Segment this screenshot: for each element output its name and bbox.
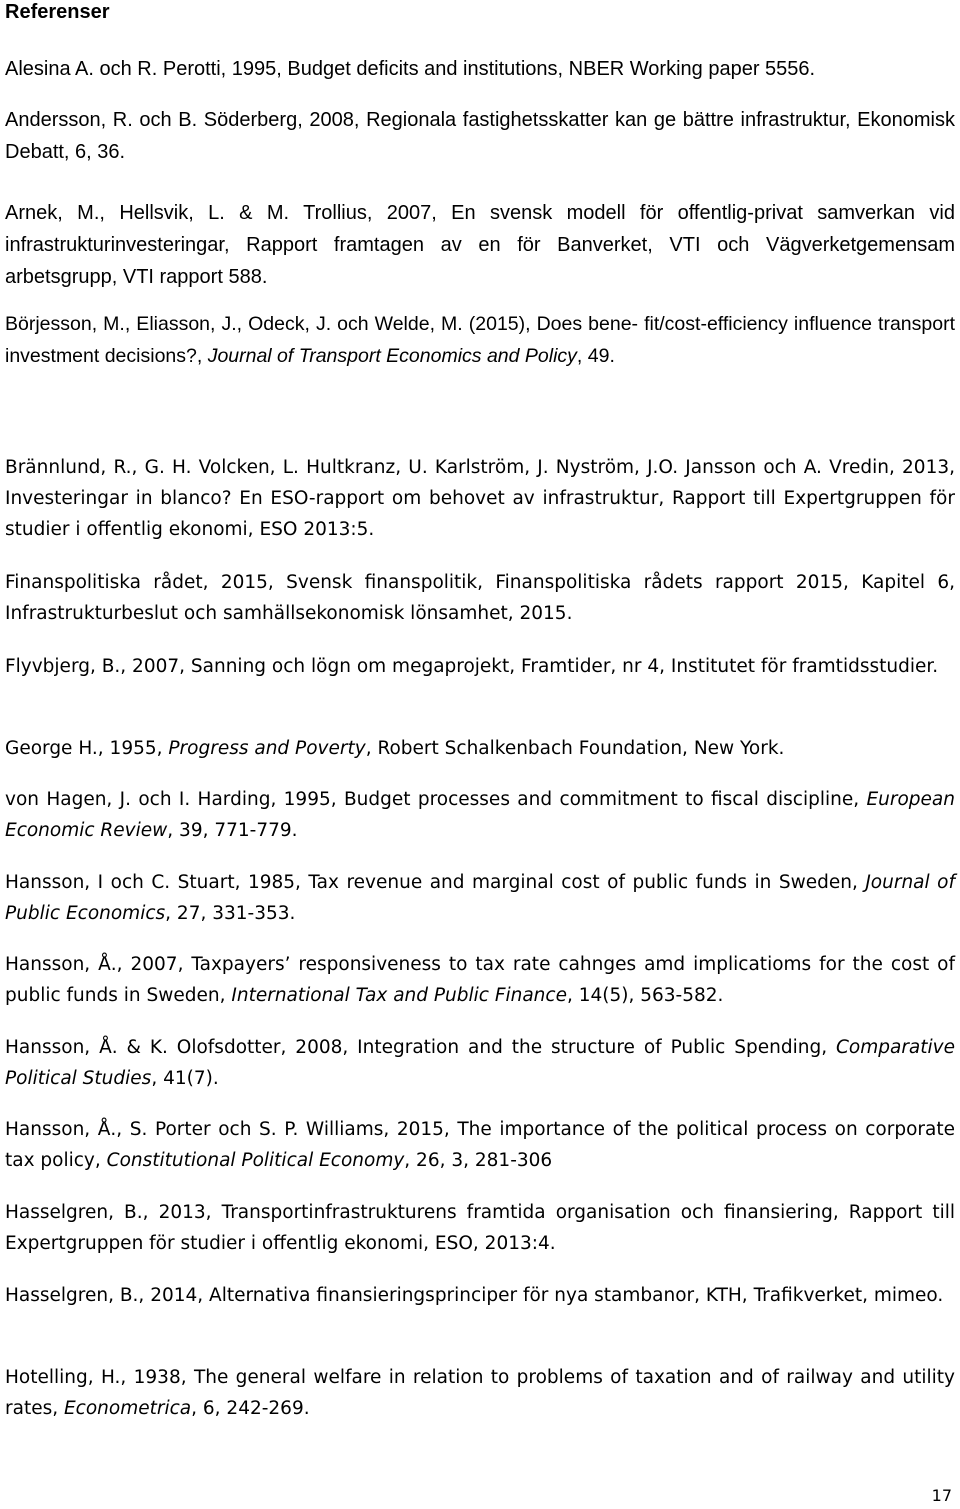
- reference-item: [5, 104, 955, 168]
- reference-source-title: Comparative Political Studies: [5, 1037, 955, 1089]
- reference-text: Hasselgren, B., 2014, Alternativa finansieringsprinciper för nya stambanor, KTH, Trafikverket, mimeo.: [5, 1285, 944, 1306]
- reference-source-title: European Economic Review: [5, 789, 955, 841]
- reference-item: [5, 784, 955, 846]
- reference-item: [5, 1280, 955, 1311]
- reference-item: [5, 949, 955, 1011]
- reference-item: [5, 1032, 955, 1094]
- reference-text: , 49.: [576, 344, 615, 367]
- reference-text: Hansson, Å., 2007, Taxpayers’ responsiveness to tax rate cahnges amd implicatioms for the cost of public funds in Sweden,: [5, 954, 955, 1006]
- reference-source-title: Journal of Public Economics: [5, 872, 955, 924]
- reference-text: Andersson, R. och B. Söderberg, 2008, Regionala fastighetsskatter kan ge bättre infrastruktur, Ekonomisk Debatt, 6, 36.: [5, 109, 955, 163]
- reference-item: [5, 1362, 955, 1424]
- reference-text: Brännlund, R., G. H. Volcken, L. Hultkranz, U. Karlström, J. Nyström, J.O. Jansson och A. Vredin, 2013, Investeringar in blanco? En ESO-rapport om behovet av infrastruktur, Rapport till Expertgruppen för studier i offentlig ekonomi, ESO 2013:5.: [5, 457, 955, 540]
- reference-item: [5, 452, 955, 545]
- reference-item: [5, 53, 955, 85]
- reference-text: Hansson, I och C. Stuart, 1985, Tax revenue and marginal cost of public funds in Sweden,: [5, 872, 866, 893]
- reference-text: Hansson, Å., S. Porter och S. P. Williams, 2015, The importance of the political process on corporate tax policy,: [5, 1119, 955, 1171]
- reference-source-title: Constitutional Political Economy: [106, 1150, 405, 1171]
- section-heading: Referenser: [5, 1, 110, 23]
- reference-item: [5, 197, 955, 293]
- reference-text: Alesina A. och R. Perotti, 1995, Budget deficits and institutions, NBER Working paper 5556.: [5, 58, 816, 80]
- reference-text: Finanspolitiska rådet, 2015, Svensk finanspolitik, Finanspolitiska rådets rapport 2015, Kapitel 6, Infrastrukturbeslut och samhällsekonomisk lönsamhet, 2015.: [5, 572, 955, 624]
- reference-source-title: Econometrica: [63, 1398, 192, 1419]
- reference-source-title: Journal of Transport Economics and Policy: [207, 344, 577, 367]
- reference-text: Arnek, M., Hellsvik, L. & M. Trollius, 2007, En svensk modell för offentlig-privat samverkan vid infrastrukturinvesteringar, Rapport framtagen av en för Banverket, VTI och Vägverketgemensam arbetsgrupp, VTI rapport 588.: [5, 202, 955, 288]
- reference-text: von Hagen, J. och I. Harding, 1995, Budget processes and commitment to fiscal discipline,: [5, 789, 867, 810]
- reference-text: Hotelling, H., 1938, The general welfare in relation to problems of taxation and of railway and utility rates,: [5, 1367, 955, 1419]
- reference-item: [5, 733, 955, 764]
- reference-text: George H., 1955,: [5, 738, 169, 759]
- reference-item: [5, 1197, 955, 1259]
- reference-text: Börjesson, M., Eliasson, J., Odeck, J. och Welde, M. (2015), Does bene- fit/cost-efficiency influence transport investment decisions?,: [5, 313, 955, 367]
- reference-text: , 14(5), 563-582.: [566, 985, 724, 1006]
- reference-text: , 27, 331-353.: [165, 903, 296, 924]
- reference-text: Hasselgren, B., 2013, Transportinfrastrukturens framtida organisation och finansiering, Rapport till Expertgruppen för studier i offentlig ekonomi, ESO, 2013:4.: [5, 1202, 955, 1254]
- reference-text: , 26, 3, 281-306: [404, 1150, 553, 1171]
- reference-item: [5, 867, 955, 929]
- reference-item: [5, 1114, 955, 1176]
- reference-item: [5, 651, 955, 682]
- reference-text: , 39, 771-779.: [167, 820, 298, 841]
- reference-text: , 41(7).: [151, 1068, 219, 1089]
- reference-source-title: International Tax and Public Finance: [231, 985, 567, 1006]
- reference-text: , Robert Schalkenbach Foundation, New York.: [365, 738, 785, 759]
- reference-text: , 6, 242-269.: [191, 1398, 310, 1419]
- reference-text: Hansson, Å. & K. Olofsdotter, 2008, Integration and the structure of Public Spending,: [5, 1037, 836, 1058]
- page-number: 17: [931, 1486, 952, 1505]
- reference-item: [5, 567, 955, 629]
- reference-source-title: Progress and Poverty: [168, 738, 366, 759]
- reference-text: Flyvbjerg, B., 2007, Sanning och lögn om megaprojekt, Framtider, nr 4, Institutet för framtidsstudier.: [5, 656, 939, 677]
- reference-item: [5, 309, 955, 372]
